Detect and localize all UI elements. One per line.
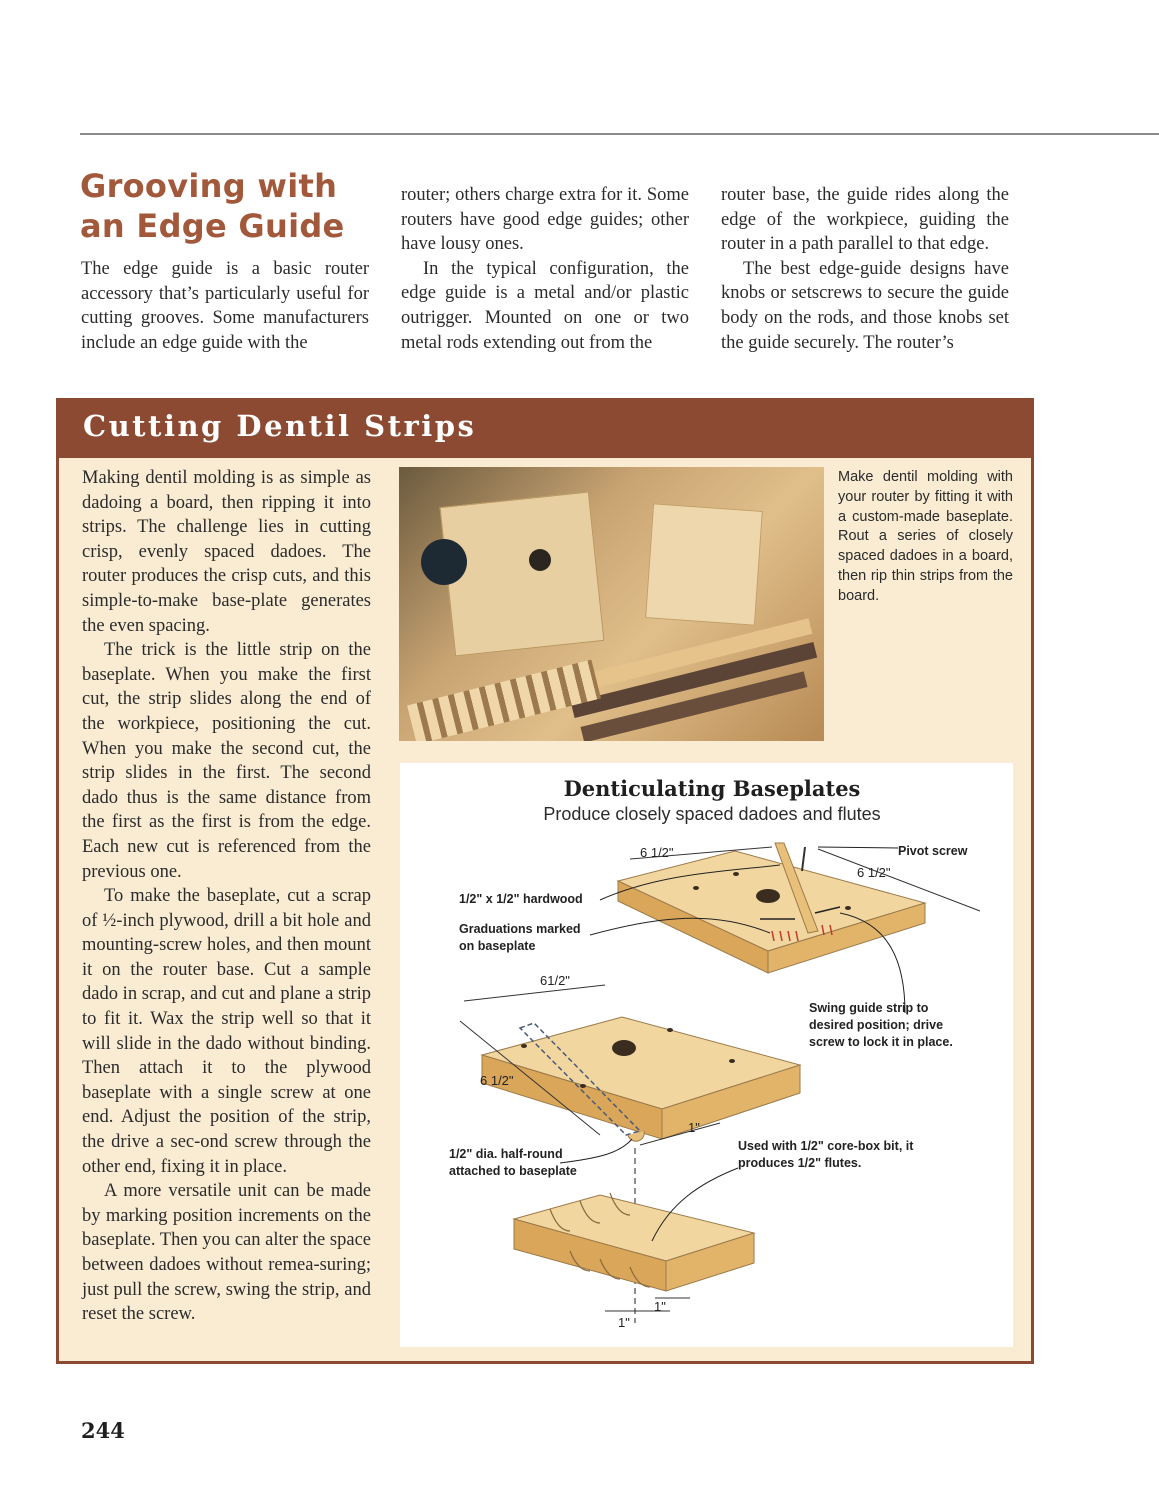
- sidebar-banner: [59, 401, 1031, 458]
- graduations-label-line: on baseplate: [459, 939, 536, 953]
- body-paragraph: router; others charge extra for it. Some routers have good edge guides; other have lousy ones.: [401, 185, 689, 255]
- section-heading-line1: Grooving with: [80, 167, 338, 205]
- half-round-label-line: attached to baseplate: [449, 1164, 577, 1178]
- screw-hole: [733, 872, 739, 876]
- screw-hole: [845, 906, 851, 910]
- sidebar-title: Cutting Dentil Strips: [83, 409, 477, 443]
- graduations-label: [459, 921, 581, 955]
- dimension-label: 1": [688, 1120, 700, 1135]
- body-paragraph: The best edge-guide designs have knobs or setscrews to secure the guide body on the rods, and those knobs set the guide securely. The router’s: [721, 258, 1009, 353]
- router-baseplate-photo: [399, 467, 824, 741]
- dimension-label: 1": [618, 1315, 630, 1330]
- leader-line: [818, 847, 898, 848]
- lower-bit-hole: [612, 1040, 636, 1056]
- baseplate-board-photo: [440, 492, 605, 657]
- baseplate-diagram: [400, 763, 1013, 1347]
- body-column-3: [721, 183, 1009, 355]
- photo-caption: Make dentil molding with your router by fitting it with a custom-made baseplate. Rout a series of closely spaced dadoes in a board, then rip thin strips from the board.: [838, 469, 1013, 604]
- page-number: 244: [81, 1418, 125, 1443]
- core-box-label: [738, 1138, 913, 1172]
- sidebar-paragraph: To make the baseplate, cut a scrap of ½-inch plywood, drill a bit hole and mounting-screw holes, and then mount it on the router base. Cut a sample dado in scrap, and cut and plane a strip to fit it. Wax the strip well so that it will slide in the dado without binding. Then attach it to the plywood baseplate with a single screw at one end. Adjust the position of the strip, the drive a sec-ond screw through the other end, fixing it in place.: [82, 886, 371, 1177]
- dimension-label: 1": [654, 1299, 666, 1314]
- body-column-1: [81, 257, 369, 355]
- section-heading: [80, 166, 380, 246]
- core-box-label-line: produces 1/2" flutes.: [738, 1156, 862, 1170]
- pivot-screw-label: Pivot screw: [898, 844, 968, 858]
- half-round-label: [449, 1146, 577, 1180]
- dimension-line: [464, 985, 605, 1001]
- diagram-title: Denticulating Baseplates: [563, 776, 861, 801]
- graduations-label-line: Graduations marked: [459, 922, 581, 936]
- screw-hole: [580, 1084, 586, 1088]
- swing-guide-label: [809, 1000, 953, 1051]
- dimension-label: 6 1/2": [480, 1073, 514, 1088]
- screw-hole: [729, 1059, 735, 1063]
- screw-hole: [667, 1028, 673, 1032]
- diagram-subtitle: Produce closely spaced dadoes and flutes: [543, 804, 881, 824]
- dimension-label: 6 1/2": [640, 845, 674, 860]
- top-rule: [80, 133, 1159, 135]
- swing-guide-label-line: screw to lock it in place.: [809, 1035, 953, 1049]
- screw-hole: [521, 1044, 527, 1048]
- sidebar-paragraph: A more versatile unit can be made by marking position increments on the baseplate. Then you can alter the space between dadoes without remea-suring; just pull the screw, swing the strip, and reset the screw.: [82, 1181, 371, 1325]
- dentil-strip-photo: [407, 660, 601, 741]
- half-round-label-line: 1/2" dia. half-round: [449, 1147, 563, 1161]
- upper-bit-hole: [756, 889, 780, 903]
- sidebar-paragraph: The trick is the little strip on the baseplate. When you make the first cut, the strip slides along the end of the workpiece, positioning the cut. When you make the second cut, the strip slides in the first. The second dado thus is the same distance from the first as the first is from the edge. Each new cut is referenced from the previous one.: [82, 640, 371, 882]
- router-knob-photo: [421, 539, 467, 585]
- core-box-label-line: Used with 1/2" core-box bit, it: [738, 1139, 914, 1153]
- hardwood-label: 1/2" x 1/2" hardwood: [459, 892, 583, 906]
- sidebar-box: [56, 398, 1034, 1364]
- swing-guide-label-line: Swing guide strip to: [809, 1001, 929, 1015]
- sidebar-text: [82, 466, 371, 1327]
- body-paragraph: The edge guide is a basic router accessory that’s particularly useful for cutting grooves. Some manufacturers include an edge guide with the: [81, 259, 369, 353]
- body-column-2: [401, 183, 689, 355]
- pivot-screw: [802, 847, 805, 871]
- section-heading-line2: an Edge Guide: [80, 207, 345, 245]
- dimension-label: 61/2": [540, 973, 570, 988]
- sidebar-paragraph: Making dentil molding is as simple as dadoing a board, then ripping it into strips. The challenge lies in cutting crisp, evenly spaced dadoes. The router produces the crisp cuts, and this simple-to-make base-plate generates the even spacing.: [82, 468, 371, 636]
- swing-guide-label-line: desired position; drive: [809, 1018, 944, 1032]
- body-paragraph: In the typical configuration, the edge guide is a metal and/or plastic outrigger. Mounted on one or two metal rods extending out from the: [401, 258, 689, 353]
- screw-hole: [693, 886, 699, 890]
- baseplate-board-photo: [645, 503, 763, 625]
- body-paragraph: router base, the guide rides along the edge of the workpiece, guiding the router in a path parallel to that edge.: [721, 185, 1009, 255]
- bit-hole-photo: [529, 549, 551, 571]
- dimension-label: 6 1/2": [857, 865, 891, 880]
